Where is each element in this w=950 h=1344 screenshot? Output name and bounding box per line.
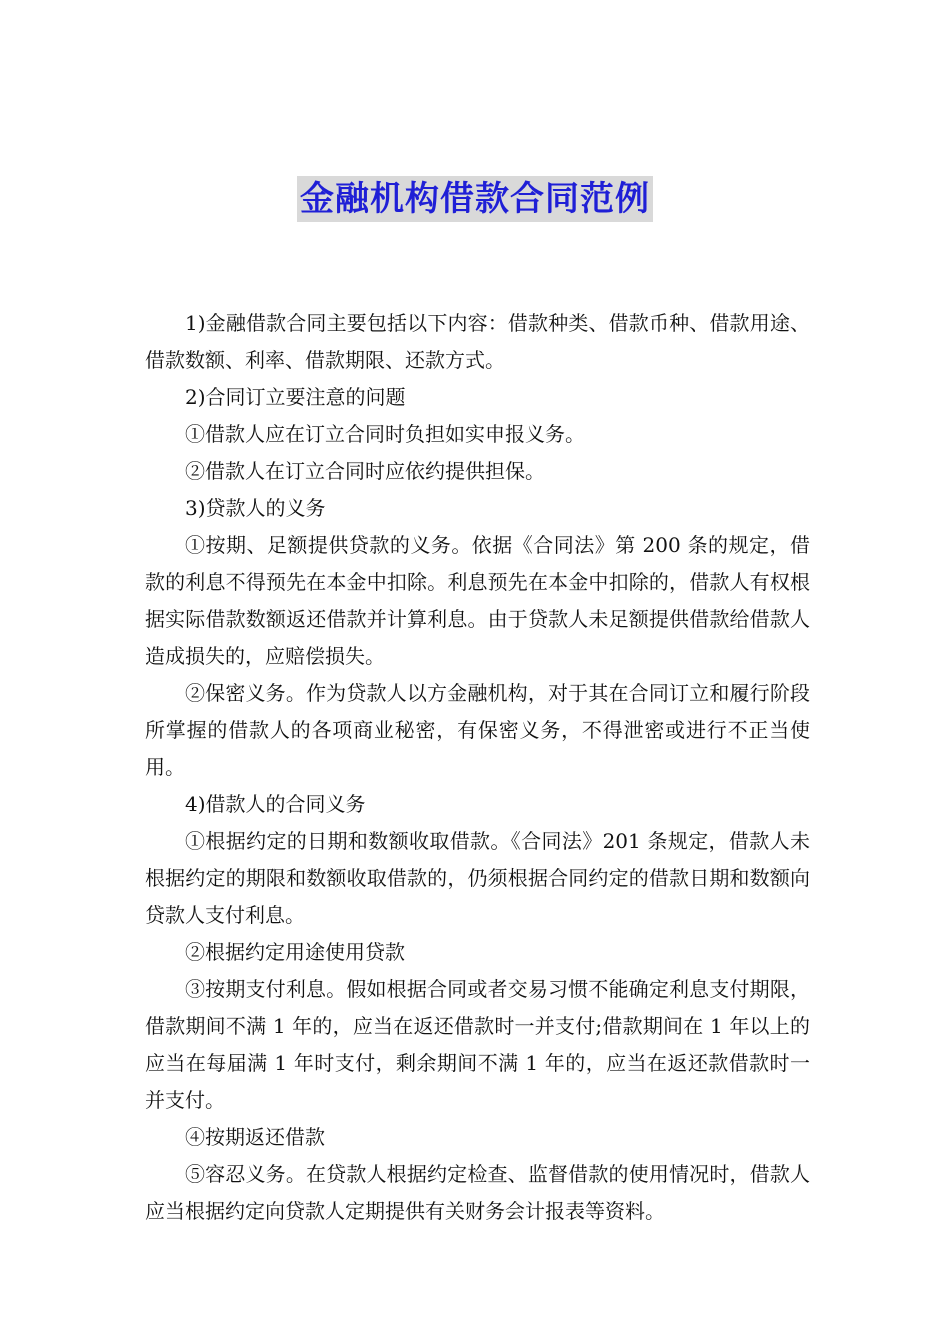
paragraph: ③按期支付利息。假如根据合同或者交易习惯不能确定利息支付期限，借款期间不满 1 年的，应当在返还借款时一并支付;借款期间在 1 年以上的应当在每届满 1 年时支付，剩余期间不满 1 年的，应当在返还款借款时一并支付。 [145,977,810,1112]
document-title: 金融机构借款合同范例 [297,176,653,222]
paragraph: ②借款人在订立合同时应依约提供担保。 [185,459,545,483]
document-body [145,305,810,1230]
paragraph: ①根据约定的日期和数额收取借款。《合同法》201 条规定，借款人未根据约定的期限和数额收取借款的，仍须根据合同约定的借款日期和数额向贷款人支付利息。 [145,829,810,927]
title-wrapper [0,176,950,222]
paragraph: 4)借款人的合同义务 [185,792,366,816]
paragraph: ①按期、足额提供贷款的义务。依据《合同法》第 200 条的规定，借款的利息不得预先在本金中扣除。利息预先在本金中扣除的，借款人有权根据实际借款数额返还借款并计算利息。由于贷款人未足额提供借款给借款人造成损失的，应赔偿损失。 [145,533,810,668]
paragraph: ④按期返还借款 [185,1125,325,1149]
paragraph: ⑤容忍义务。在贷款人根据约定检查、监督借款的使用情况时，借款人应当根据约定向贷款人定期提供有关财务会计报表等资料。 [145,1162,810,1223]
paragraph: ①借款人应在订立合同时负担如实申报义务。 [185,422,585,446]
paragraph: 1)金融借款合同主要包括以下内容：借款种类、借款币种、借款用途、借款数额、利率、借款期限、还款方式。 [145,311,810,372]
paragraph: 3)贷款人的义务 [185,496,326,520]
paragraph: ②根据约定用途使用贷款 [185,940,405,964]
paragraph: ②保密义务。作为贷款人以方金融机构，对于其在合同订立和履行阶段所掌握的借款人的各项商业秘密，有保密义务，不得泄密或进行不正当使用。 [145,681,810,779]
paragraph: 2)合同订立要注意的问题 [185,385,406,409]
